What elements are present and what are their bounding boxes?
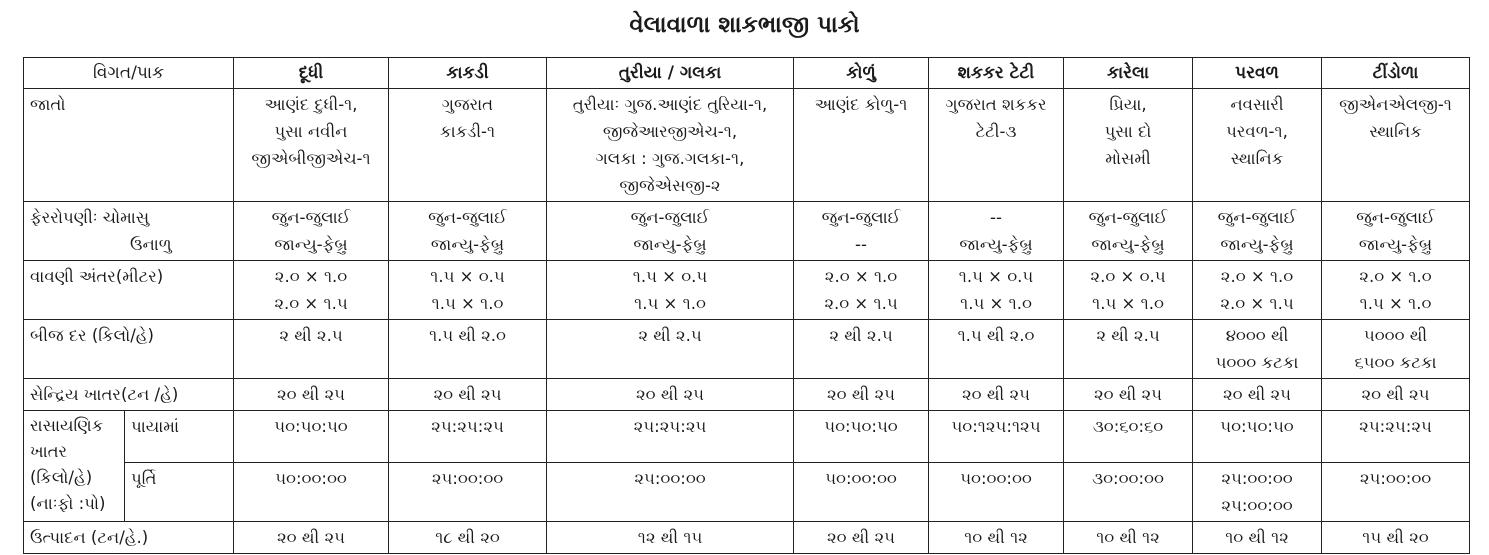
transplanting-label-line: ફેરરોપણીઃ ચોમાસુ <box>30 208 150 227</box>
spacing-cell <box>1064 261 1193 320</box>
table-body <box>24 89 1470 554</box>
basal-cell <box>547 411 794 463</box>
cell-line: ૨૦ થી ૨૫ <box>277 385 346 404</box>
cell-line: જુન-જુલાઈ <box>1356 208 1435 227</box>
header-detail-crop: વિગત/પાક <box>24 58 234 89</box>
cell-line: -- <box>855 235 867 254</box>
seed-rate-cell <box>547 320 794 379</box>
cell-line: જીજેએસજી-૨ <box>619 176 721 195</box>
cell-line: ૨૫:૨૫:૨૫ <box>431 417 504 436</box>
cell-line: ૨.૦ × ૦.૫ <box>1090 267 1166 286</box>
cell-line: જુન-જુલાઈ <box>821 208 901 227</box>
cell-line: સ્થાનિક <box>1230 149 1284 168</box>
seed-rate-cell <box>1064 320 1193 379</box>
crop-table <box>23 57 1470 554</box>
cell-line: ૨૦ થી ૨૫ <box>962 385 1031 404</box>
transplanting-cell <box>1193 202 1322 261</box>
yield-cell <box>929 522 1064 554</box>
cell-line: ૫૦:૧૨૫:૧૨૫ <box>951 417 1041 436</box>
cell-line: તુરીયાઃ ગુજ.આણંદ તુરિયા-૧, <box>572 95 768 114</box>
cell-line: ૨.૦ × ૧.૫ <box>824 294 898 313</box>
header-crop: કાકડી <box>389 58 547 89</box>
yield-cell <box>234 522 389 554</box>
cell-line: ૨૫:૦૦:૦૦ <box>1221 469 1293 488</box>
cell-line: ૨૫:૦૦:૦૦ <box>1221 496 1293 515</box>
basal-label: પાયામાં <box>125 411 234 463</box>
cell-line: ૨૦ થી ૨૫ <box>277 528 346 547</box>
cell-line: જુન-જુલાઈ <box>1088 208 1168 227</box>
cell-line: ૨૦ થી ૨૫ <box>636 385 705 404</box>
cell-line: ૧.૫ × ૧.૦ <box>634 294 706 313</box>
chemical-label-line: ખાતર <box>30 442 68 461</box>
varieties-cell <box>234 89 389 202</box>
cell-line: ૨ થી ૨.૫ <box>638 326 702 345</box>
chemical-top-row <box>24 463 1470 522</box>
yield-cell <box>1322 522 1470 554</box>
top-dressing-cell <box>1193 463 1322 522</box>
spacing-cell <box>929 261 1064 320</box>
seed-rate-cell <box>794 320 929 379</box>
cell-line: ગુજરાત શકકર <box>945 95 1047 114</box>
table-header <box>24 58 1470 89</box>
cell-line: ૧૦ થી ૧૨ <box>964 528 1028 547</box>
cell-line: જાન્યુ-ફેબ્રુ <box>1091 235 1165 254</box>
cell-line: જુન-જુલાઈ <box>1217 208 1297 227</box>
transplanting-label <box>24 202 234 261</box>
cell-line: ૫૦:૦૦:૦૦ <box>275 469 347 488</box>
spacing-label: વાવણી અંતર(મીટર) <box>24 261 234 320</box>
top-dressing-cell <box>1064 463 1193 522</box>
cell-line: ૨૫:૦૦:૦૦ <box>1359 469 1432 488</box>
chemical-label-line: (નાઃફો :પો) <box>30 494 106 513</box>
cell-line: ૨ થી ૨.૫ <box>279 326 343 345</box>
varieties-cell <box>389 89 547 202</box>
cell-line: આણંદ દુધી-૧, <box>264 95 358 114</box>
basal-cell <box>794 411 929 463</box>
cell-line: ૧.૫ થી ૨.૦ <box>957 326 1035 345</box>
cell-line: સ્થાનિક <box>1369 122 1422 141</box>
organic-manure-cell <box>547 379 794 411</box>
varieties-cell <box>1193 89 1322 202</box>
transplanting-label-line: ઉનાળુ <box>130 235 172 254</box>
header-crop: શકકર ટેટી <box>929 58 1064 89</box>
yield-cell <box>389 522 547 554</box>
basal-cell <box>929 411 1064 463</box>
cell-line: ૧.૫ × ૦.૫ <box>958 267 1034 286</box>
cell-line: ૫૦૦૦ કટકા <box>1215 353 1299 372</box>
transplanting-cell <box>1064 202 1193 261</box>
page-title: વેલાવાળા શાકભાજી પાકો <box>629 12 860 38</box>
varieties-label: જાતો <box>24 89 234 202</box>
seed-rate-cell <box>234 320 389 379</box>
cell-line: આણંદ કોળુ-૧ <box>814 95 908 114</box>
header-crop: તુરીયા / ગલકા <box>547 58 794 89</box>
cell-line: જીજેઆરજીએચ-૧, <box>602 122 738 141</box>
cell-line: ૧૨ થી ૧૫ <box>637 528 703 547</box>
cell-line: ૧.૫ × ૧.૦ <box>960 294 1032 313</box>
cell-line: ૫૦૦૦ થી <box>1363 326 1428 345</box>
basal-cell <box>389 411 547 463</box>
varieties-cell <box>794 89 929 202</box>
cell-line: કાકડી-૧ <box>439 122 496 141</box>
cell-line: ૨૦ થી ૨૫ <box>827 528 896 547</box>
basal-cell <box>1064 411 1193 463</box>
cell-line: જાન્યુ-ફેબ્રુ <box>430 235 505 254</box>
basal-cell <box>234 411 389 463</box>
chemical-label-line: (કિલો/હે) <box>30 468 93 487</box>
cell-line: ૩૦:૬૦:૬૦ <box>1092 417 1164 436</box>
cell-line: ૨.૦ × ૧.૦ <box>1220 267 1294 286</box>
top-dressing-cell <box>547 463 794 522</box>
header-crop: ટીંડોળા <box>1322 58 1470 89</box>
transplanting-cell <box>389 202 547 261</box>
varieties-cell <box>1064 89 1193 202</box>
transplanting-cell <box>547 202 794 261</box>
cell-line: ૫૦:૦૦:૦૦ <box>960 469 1032 488</box>
cell-line: ૧૫ થી ૨૦ <box>1362 528 1429 547</box>
seed-rate-row <box>24 320 1470 379</box>
cell-line: ૫૦:૫૦:૫૦ <box>824 417 898 436</box>
chemical-label <box>24 411 125 522</box>
varieties-row <box>24 89 1470 202</box>
cell-line: પરવળ-૧, <box>1226 122 1288 141</box>
spacing-row <box>24 261 1470 320</box>
yield-cell <box>1193 522 1322 554</box>
organic-manure-cell <box>929 379 1064 411</box>
cell-line: ૨૦ થી ૨૫ <box>827 385 896 404</box>
cell-line: જાન્યુ-ફેબ્રુ <box>1220 235 1294 254</box>
cell-line: ૨૫:૨૫:૨૫ <box>633 417 707 436</box>
cell-line: ૧.૫ × ૧.૦ <box>1359 294 1432 313</box>
transplanting-cell <box>794 202 929 261</box>
top-dressing-cell <box>234 463 389 522</box>
header-crop: કોળું <box>794 58 929 89</box>
seed-rate-label: બીજ દર (કિલો/હે) <box>24 320 234 379</box>
organic-manure-cell <box>1322 379 1470 411</box>
header-crop: દૂધી <box>234 58 389 89</box>
header-crop: પરવળ <box>1193 58 1322 89</box>
cell-line: ૨૫:૦૦:૦૦ <box>634 469 706 488</box>
spacing-cell <box>389 261 547 320</box>
cell-line: પ્રિયા, <box>1109 95 1147 114</box>
transplanting-cell <box>929 202 1064 261</box>
cell-line: ૩૦:૦૦:૦૦ <box>1092 469 1164 488</box>
organic-manure-cell <box>1064 379 1193 411</box>
varieties-cell <box>1322 89 1470 202</box>
cell-line: ગલકા : ગુજ.ગલકા-૧, <box>595 149 745 168</box>
header-row <box>24 58 1470 89</box>
transplanting-cell <box>234 202 389 261</box>
varieties-cell <box>547 89 794 202</box>
organic-manure-cell <box>1193 379 1322 411</box>
top-dressing-cell <box>389 463 547 522</box>
spacing-cell <box>1322 261 1470 320</box>
cell-line: ૧૦ થી ૧૨ <box>1225 528 1289 547</box>
chemical-basal-row <box>24 411 1470 463</box>
cell-line: ૨ થી ૨.૫ <box>1096 326 1160 345</box>
cell-line: ગુજરાત <box>441 95 494 114</box>
cell-line: જુન-જુલાઈ <box>428 208 507 227</box>
cell-line: જાન્યુ-ફેબ્રુ <box>959 235 1033 254</box>
organic-manure-cell <box>794 379 929 411</box>
cell-line: પુસા દો <box>1104 122 1152 141</box>
organic-manure-cell <box>389 379 547 411</box>
transplanting-cell <box>1322 202 1470 261</box>
top-dressing-cell <box>1322 463 1470 522</box>
top-dressing-label: પૂર્તિ <box>125 463 234 522</box>
cell-line: જાન્યુ-ફેબ્રુ <box>1358 235 1433 254</box>
spacing-cell <box>234 261 389 320</box>
cell-line: ૨.૦ × ૧.૦ <box>1359 267 1432 286</box>
cell-line: જાન્યુ-ફેબ્રુ <box>274 235 348 254</box>
spacing-cell <box>1193 261 1322 320</box>
yield-cell <box>547 522 794 554</box>
seed-rate-cell <box>1193 320 1322 379</box>
cell-line: ટેટી-૩ <box>975 122 1017 141</box>
organic-manure-row <box>24 379 1470 411</box>
cell-line: ૫૦:૦૦:૦૦ <box>825 469 897 488</box>
cell-line: ૫૦:૫૦:૫૦ <box>274 417 348 436</box>
seed-rate-cell <box>1322 320 1470 379</box>
yield-row <box>24 522 1470 554</box>
cell-line: ૧૮ થી ૨૦ <box>435 528 500 547</box>
cell-line: ૨૦ થી ૨૫ <box>1361 385 1430 404</box>
cell-line: જીએબીજીએચ-૧ <box>251 149 371 168</box>
cell-line: ૧.૫ થી ૨.૦ <box>429 326 506 345</box>
cell-line: -- <box>990 208 1002 227</box>
cell-line: ૨ થી ૨.૫ <box>829 326 893 345</box>
cell-line: ૨.૦ × ૧.૦ <box>274 267 348 286</box>
spacing-cell <box>547 261 794 320</box>
top-dressing-cell <box>794 463 929 522</box>
cell-line: ૨૦ થી ૨૫ <box>433 385 502 404</box>
cell-line: ૨.૦ × ૧.૫ <box>1220 294 1294 313</box>
cell-line: ૧.૫ × ૦.૫ <box>430 267 505 286</box>
cell-line: જુન-જુલાઈ <box>271 208 351 227</box>
cell-line: ૧.૫ × ૧.૦ <box>1092 294 1164 313</box>
cell-line: ૨.૦ × ૧.૦ <box>824 267 898 286</box>
basal-cell <box>1193 411 1322 463</box>
cell-line: ૪૦૦૦ થી <box>1225 326 1289 345</box>
yield-cell <box>794 522 929 554</box>
spacing-cell <box>794 261 929 320</box>
top-dressing-cell <box>929 463 1064 522</box>
cell-line: ૨૦ થી ૨૫ <box>1094 385 1163 404</box>
yield-cell <box>1064 522 1193 554</box>
varieties-cell <box>929 89 1064 202</box>
cell-line: ૨૫:૦૦:૦૦ <box>431 469 504 488</box>
cell-line: ૫૦:૫૦:૫૦ <box>1220 417 1294 436</box>
cell-line: ૧૦ થી ૧૨ <box>1096 528 1160 547</box>
cell-line: જુન-જુલાઈ <box>630 208 710 227</box>
cell-line: જાન્યુ-ફેબ્રુ <box>633 235 707 254</box>
cell-line: ૬૫૦૦ કટકા <box>1354 353 1437 372</box>
cell-line: ૧.૫ × ૦.૫ <box>632 267 708 286</box>
chemical-label-line: રાસાયણિક <box>30 416 104 435</box>
cell-line: ૨૫:૨૫:૨૫ <box>1359 417 1432 436</box>
cell-line: ૨.૦ × ૧.૫ <box>274 294 348 313</box>
seed-rate-cell <box>929 320 1064 379</box>
basal-cell <box>1322 411 1470 463</box>
cell-line: ૨૦ થી ૨૫ <box>1223 385 1292 404</box>
cell-line: પુસા નવીન <box>274 122 348 141</box>
cell-line: જીએનએલજી-૧ <box>1339 95 1452 114</box>
cell-line: મોસમી <box>1105 149 1151 168</box>
header-crop: કારેલા <box>1064 58 1193 89</box>
cell-line: ૧.૫ × ૧.૦ <box>431 294 504 313</box>
organic-manure-cell <box>234 379 389 411</box>
seed-rate-cell <box>389 320 547 379</box>
transplanting-row <box>24 202 1470 261</box>
cell-line: નવસારી <box>1230 95 1284 114</box>
organic-manure-label: સેન્દ્રિય ખાતર(ટન /હે) <box>24 379 234 411</box>
yield-label: ઉત્પાદન (ટન/હે.) <box>24 522 234 554</box>
